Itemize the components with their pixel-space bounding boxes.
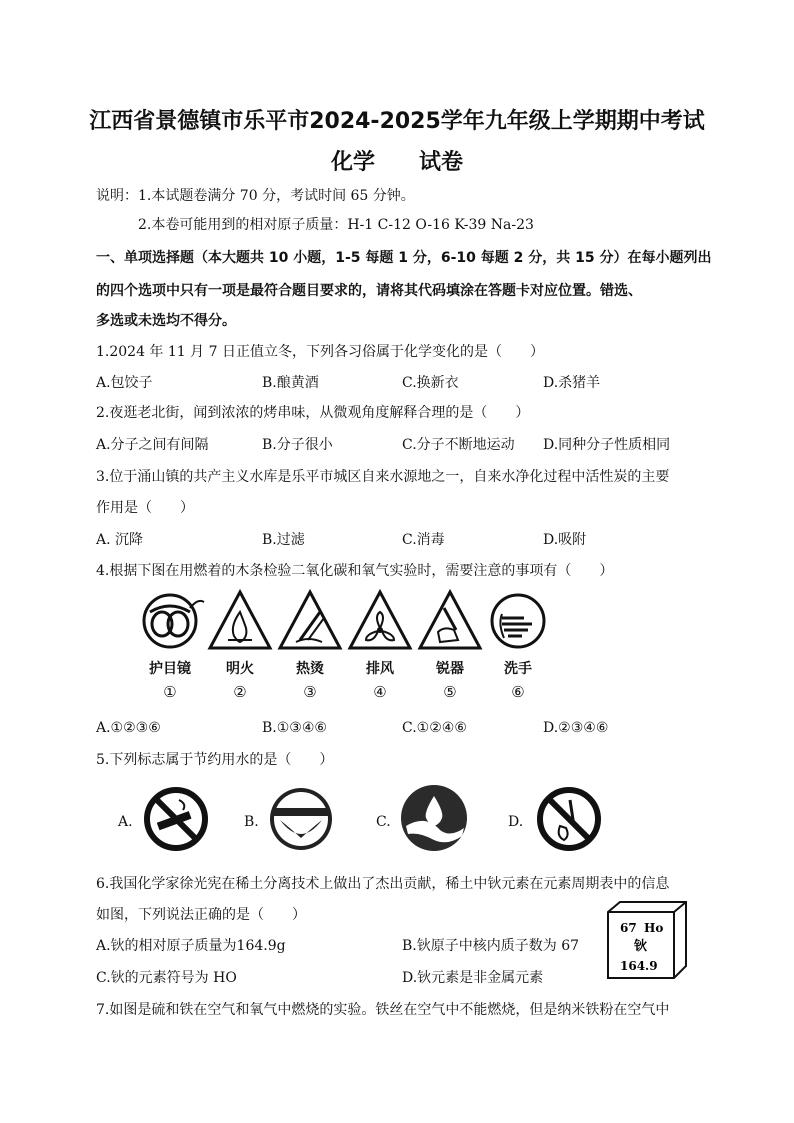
q3-option-d: D.吸附: [543, 532, 587, 548]
wash-hands-icon: [492, 595, 544, 647]
icon-number-2: ②: [233, 683, 247, 701]
sharp-object-icon: [420, 592, 480, 648]
q1-option-c: C.换新衣: [402, 375, 459, 391]
note-line-1: 说明：1.本试题卷满分 70 分，考试时间 65 分钟。: [96, 188, 415, 204]
subject-label: 化学: [330, 150, 375, 175]
open-flame-icon: [210, 592, 270, 648]
q5-option-c-letter: C.: [376, 814, 391, 830]
icon-label-goggles: 护目镜: [149, 661, 191, 677]
element-symbol: Ho: [644, 921, 664, 935]
question-6-stem-line-2: 如图，下列说法正确的是（ ）: [96, 907, 306, 923]
section-heading-line-2: 的四个选项中只有一项是最符合题目要求的，请将其代码填涂在答题卡对应位置。错选、: [96, 283, 642, 299]
ventilation-fan-icon: [350, 592, 410, 648]
question-7-stem: 7.如图是硫和铁在空气和氧气中燃烧的实验。铁丝在空气中不能燃烧，但是纳米铁粉在空气中: [96, 1002, 670, 1018]
icon-label-flame: 明火: [226, 661, 254, 677]
element-atomic-number: 67: [620, 921, 637, 935]
q4-option-c: C.①②④⑥: [402, 720, 467, 736]
element-card-holmium: [606, 900, 688, 980]
safety-icons-figure: [140, 588, 560, 658]
section-heading-line-3: 多选或未选均不得分。: [96, 313, 236, 329]
section-heading-line-1: 一、单项选择题（本大题共 10 小题，1-5 每题 1 分，6-10 每题 2 分，共 15 分）在每小题列出: [96, 250, 712, 266]
q2-option-d: D.同种分子性质相同: [543, 437, 671, 453]
icon-number-1: ①: [163, 683, 177, 701]
q5-option-d-letter: D.: [508, 814, 524, 830]
q2-option-b: B.分子很小: [262, 437, 333, 453]
q2-option-c: C.分子不断地运动: [402, 437, 515, 453]
q4-option-b: B.①③④⑥: [262, 720, 327, 736]
water-saving-sign-icon: [266, 786, 336, 852]
question-1-stem: 1.2024 年 11 月 7 日正值立冬，下列各习俗属于化学变化的是（ ）: [96, 344, 544, 360]
q1-option-a: A.包饺子: [96, 375, 153, 391]
icon-label-exhaust: 排风: [366, 661, 394, 677]
q6-option-b: B.钬原子中核内质子数为 67: [402, 938, 580, 954]
q5-option-b-letter: B.: [244, 814, 259, 830]
element-name: 钬: [634, 939, 648, 954]
icon-label-hot: 热烫: [296, 661, 324, 677]
icon-number-5: ⑤: [443, 683, 457, 701]
no-smoking-sign-icon: [143, 786, 209, 852]
icon-number-3: ③: [303, 683, 317, 701]
question-3-stem-line-2: 作用是（ ）: [96, 500, 194, 516]
question-4-stem: 4.根据下图在用燃着的木条检验二氧化碳和氧气实验时，需要注意的事项有（ ）: [96, 563, 614, 579]
paper-label: 试卷: [419, 150, 464, 175]
goggles-icon: [144, 595, 204, 647]
element-atomic-mass: 164.9: [620, 959, 658, 973]
question-2-stem: 2.夜逛老北街，闻到浓浓的烤串味，从微观角度解释合理的是（ ）: [96, 405, 530, 421]
water-drop-sign-icon: [400, 784, 468, 852]
q6-option-a: A.钬的相对原子质量为164.9g: [96, 938, 286, 954]
q3-option-c: C.消毒: [402, 532, 445, 548]
question-6-stem-line-1: 6.我国化学家徐光宪在稀土分离技术上做出了杰出贡献，稀土中钬元素在元素周期表中的信息: [96, 876, 670, 892]
icon-number-6: ⑥: [511, 683, 525, 701]
icon-label-sharp: 锐器: [436, 661, 464, 677]
q4-option-d: D.②③④⑥: [543, 720, 609, 736]
q1-option-d: D.杀猪羊: [543, 375, 601, 391]
q1-option-b: B.酿黄酒: [262, 375, 319, 391]
q5-option-a-letter: A.: [118, 814, 133, 830]
exam-subtitle: [0, 145, 794, 176]
question-3-stem-line-1: 3.位于涌山镇的共产主义水库是乐平市城区自来水源地之一，自来水净化过程中活性炭的主要: [96, 469, 670, 485]
q4-option-a: A.①②③⑥: [96, 720, 161, 736]
no-fire-sign-icon: [536, 786, 602, 852]
q6-option-d: D.钬元素是非金属元素: [402, 970, 544, 986]
exam-title: 江西省景德镇市乐平市2024-2025学年九年级上学期期中考试: [89, 109, 705, 134]
icon-label-wash: 洗手: [504, 661, 532, 677]
q3-option-b: B.过滤: [262, 532, 305, 548]
hot-surface-icon: [280, 592, 340, 648]
q3-option-a: A. 沉降: [96, 532, 144, 548]
icon-number-4: ④: [373, 683, 387, 701]
q6-option-c: C.钬的元素符号为 HO: [96, 970, 237, 986]
question-5-stem: 5.下列标志属于节约用水的是（ ）: [96, 752, 334, 768]
note-line-2: 2.本卷可能用到的相对原子质量：H-1 C-12 O-16 K-39 Na-23: [138, 217, 534, 233]
q2-option-a: A.分子之间有间隔: [96, 437, 209, 453]
